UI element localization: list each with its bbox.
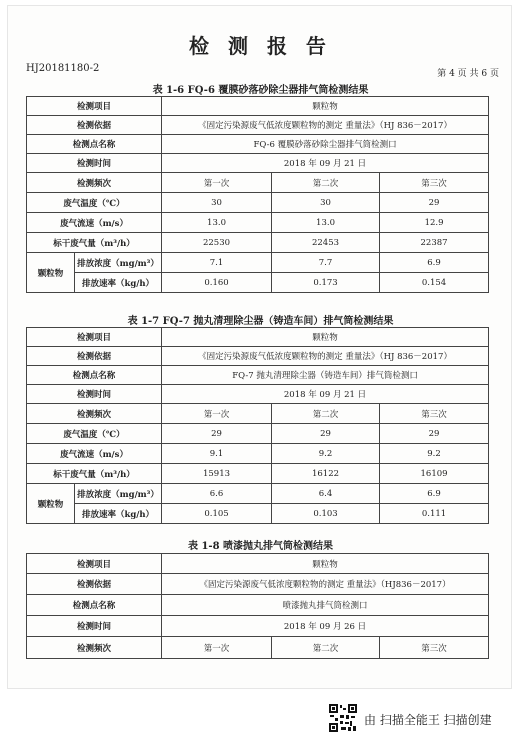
row-label: 检测点名称 [27, 135, 162, 154]
table-caption-1-7: 表 1-7 FQ-7 抛丸清理除尘器（铸造车间）排气筒检测结果 [127, 316, 394, 327]
page-indicator: 第 4 页 共 6 页 [437, 69, 499, 79]
table-cell: 《固定污染源废气低浓度颗粒物的测定 重量法》（HJ 836－2017） [162, 116, 489, 135]
table-cell: 9.1 [162, 444, 272, 464]
table-cell: 9.2 [272, 444, 380, 464]
table-cell: 0.160 [162, 273, 272, 293]
table-cell: 第二次 [272, 173, 380, 193]
row-label: 废气温度（℃） [27, 424, 162, 444]
row-label: 检测时间 [27, 154, 162, 173]
table-cell: 16122 [272, 464, 380, 484]
table-cell: 第一次 [162, 404, 272, 424]
table-cell: 0.103 [272, 504, 380, 524]
table-cell: 30 [162, 193, 272, 213]
results-table-1-7 [26, 327, 489, 524]
report-number: HJ20181180-2 [26, 63, 100, 74]
row-label: 废气流速（m/s） [27, 444, 162, 464]
table-cell: 15913 [162, 464, 272, 484]
row-label: 检测项目 [27, 328, 162, 347]
table-cell: 第一次 [162, 637, 272, 659]
row-label: 废气流速（m/s） [27, 213, 162, 233]
table-cell: 22453 [272, 233, 380, 253]
table-cell: 喷漆抛丸排气筒检测口 [162, 595, 489, 616]
table-cell: 0.173 [272, 273, 380, 293]
row-label: 排放浓度（mg/m³） [75, 484, 162, 504]
row-label: 废气温度（℃） [27, 193, 162, 213]
results-table-1-8 [26, 553, 489, 659]
table-cell: 29 [162, 424, 272, 444]
row-label: 检测时间 [27, 616, 162, 637]
row-label: 标干废气量（m³/h） [27, 464, 162, 484]
table-cell: 2018 年 09 月 21 日 [162, 385, 489, 404]
table-cell: 颗粒物 [162, 97, 489, 116]
row-label: 检测点名称 [27, 366, 162, 385]
table-cell: 第三次 [380, 637, 489, 659]
table-cell: 13.0 [272, 213, 380, 233]
scanner-watermark: 由 扫描全能王 扫描创建 [364, 713, 492, 727]
table-cell: 6.9 [380, 484, 489, 504]
table-cell: FQ-6 覆膜砂落砂除尘器排气筒检测口 [162, 135, 489, 154]
table-cell: 2018 年 09 月 26 日 [162, 616, 489, 637]
table-cell: 第二次 [272, 637, 380, 659]
table-cell: 0.154 [380, 273, 489, 293]
table-cell: 16109 [380, 464, 489, 484]
table-cell: 6.6 [162, 484, 272, 504]
row-label: 标干废气量（m³/h） [27, 233, 162, 253]
row-label: 排放速率（kg/h） [75, 273, 162, 293]
group-label: 颗粒物 [27, 253, 75, 293]
table-cell: 6.9 [380, 253, 489, 273]
table-cell: 22530 [162, 233, 272, 253]
row-label: 检测频次 [27, 173, 162, 193]
results-table-1-6 [26, 96, 489, 293]
row-label: 检测项目 [27, 97, 162, 116]
table-cell: 第三次 [380, 404, 489, 424]
table-caption-1-8: 表 1-8 喷漆抛丸排气筒检测结果 [187, 541, 334, 552]
table-cell: 《固定污染源废气低浓度颗粒物的测定 重量法》（HJ 836－2017） [162, 347, 489, 366]
table-cell: 0.111 [380, 504, 489, 524]
row-label: 检测点名称 [27, 595, 162, 616]
table-cell: 13.0 [162, 213, 272, 233]
group-label: 颗粒物 [27, 484, 75, 524]
table-cell: 22387 [380, 233, 489, 253]
table-cell: 29 [380, 424, 489, 444]
table-cell: 12.9 [380, 213, 489, 233]
row-label: 排放速率（kg/h） [75, 504, 162, 524]
table-cell: 2018 年 09 月 21 日 [162, 154, 489, 173]
table-cell: 《固定污染源废气低浓度颗粒物的测定 重量法》（HJ836－2017） [162, 574, 489, 595]
report-title: 检 测 报 告 [189, 34, 332, 58]
row-label: 检测依据 [27, 347, 162, 366]
table-cell: 7.7 [272, 253, 380, 273]
row-label: 检测项目 [27, 554, 162, 574]
table-cell: 30 [272, 193, 380, 213]
table-cell: 0.105 [162, 504, 272, 524]
table-cell: 7.1 [162, 253, 272, 273]
row-label: 检测依据 [27, 574, 162, 595]
table-cell: 颗粒物 [162, 328, 489, 347]
table-cell: 29 [272, 424, 380, 444]
table-cell: 29 [380, 193, 489, 213]
qr-code-icon [328, 703, 358, 733]
row-label: 检测频次 [27, 404, 162, 424]
table-caption-1-6: 表 1-6 FQ-6 覆膜砂落砂除尘器排气筒检测结果 [152, 85, 369, 96]
table-cell: FQ-7 抛丸清理除尘器（铸造车间）排气筒检测口 [162, 366, 489, 385]
table-cell: 第一次 [162, 173, 272, 193]
table-cell: 第三次 [380, 173, 489, 193]
table-cell: 9.2 [380, 444, 489, 464]
table-cell: 6.4 [272, 484, 380, 504]
row-label: 检测频次 [27, 637, 162, 659]
table-cell: 颗粒物 [162, 554, 489, 574]
row-label: 排放浓度（mg/m³） [75, 253, 162, 273]
row-label: 检测依据 [27, 116, 162, 135]
row-label: 检测时间 [27, 385, 162, 404]
table-cell: 第二次 [272, 404, 380, 424]
